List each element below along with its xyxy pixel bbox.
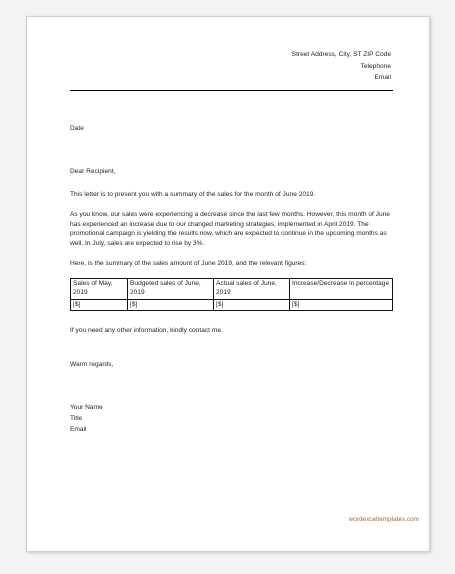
signature-block	[70, 402, 393, 435]
intro-paragraph: This letter is to present you with a summary of the sales for the month of June 2019.	[70, 191, 316, 198]
table-cell: [$]	[128, 299, 214, 311]
table-row	[71, 299, 393, 311]
table-cell: [$]	[214, 299, 290, 311]
body-paragraph: As you know, our sales were experiencing a decrease since the last few months. However, this month of June has experienced an increase due to our changed marketing strategies, implemented in April 2019. The promotional campaign is yielding the results now, which are expected to continue in the upcoming months as well. In July, sales are expected to rise by 3%.	[70, 211, 390, 247]
table-cell: [$]	[71, 299, 128, 311]
sender-address: Street Address, City, ST ZIP Code	[291, 51, 391, 58]
letter-page	[26, 16, 430, 552]
header-divider	[70, 90, 393, 91]
table-header-cell: Budgeted sales of June, 2019	[128, 279, 214, 300]
table-header-row	[71, 279, 393, 300]
sender-telephone: Telephone	[360, 62, 391, 70]
table-header-cell: Sales of May, 2019	[71, 279, 128, 300]
sender-email: Email	[374, 74, 391, 81]
summary-intro: Here, is the summary of the sales amount of June 2019, and the relevant figures:	[70, 260, 307, 267]
regards: Warm regards,	[70, 361, 114, 368]
table-cell: [$]	[290, 299, 393, 311]
table-header-cell: Actual sales of June, 2019	[214, 279, 290, 300]
brand-watermark: wordexceltemplates.com	[348, 516, 419, 523]
closing-line: If you need any other information, kindly contact me.	[70, 327, 223, 334]
signature-name: Your Name	[70, 404, 103, 411]
sender-block	[292, 49, 391, 84]
table-header-cell: Increase/Decrease in percentage	[290, 279, 393, 300]
signature-title: Title	[70, 415, 83, 422]
signature-email: Email	[70, 426, 87, 433]
sales-table	[70, 278, 393, 311]
salutation: Dear Recipient,	[70, 168, 116, 175]
letter-date: Date	[70, 125, 84, 132]
